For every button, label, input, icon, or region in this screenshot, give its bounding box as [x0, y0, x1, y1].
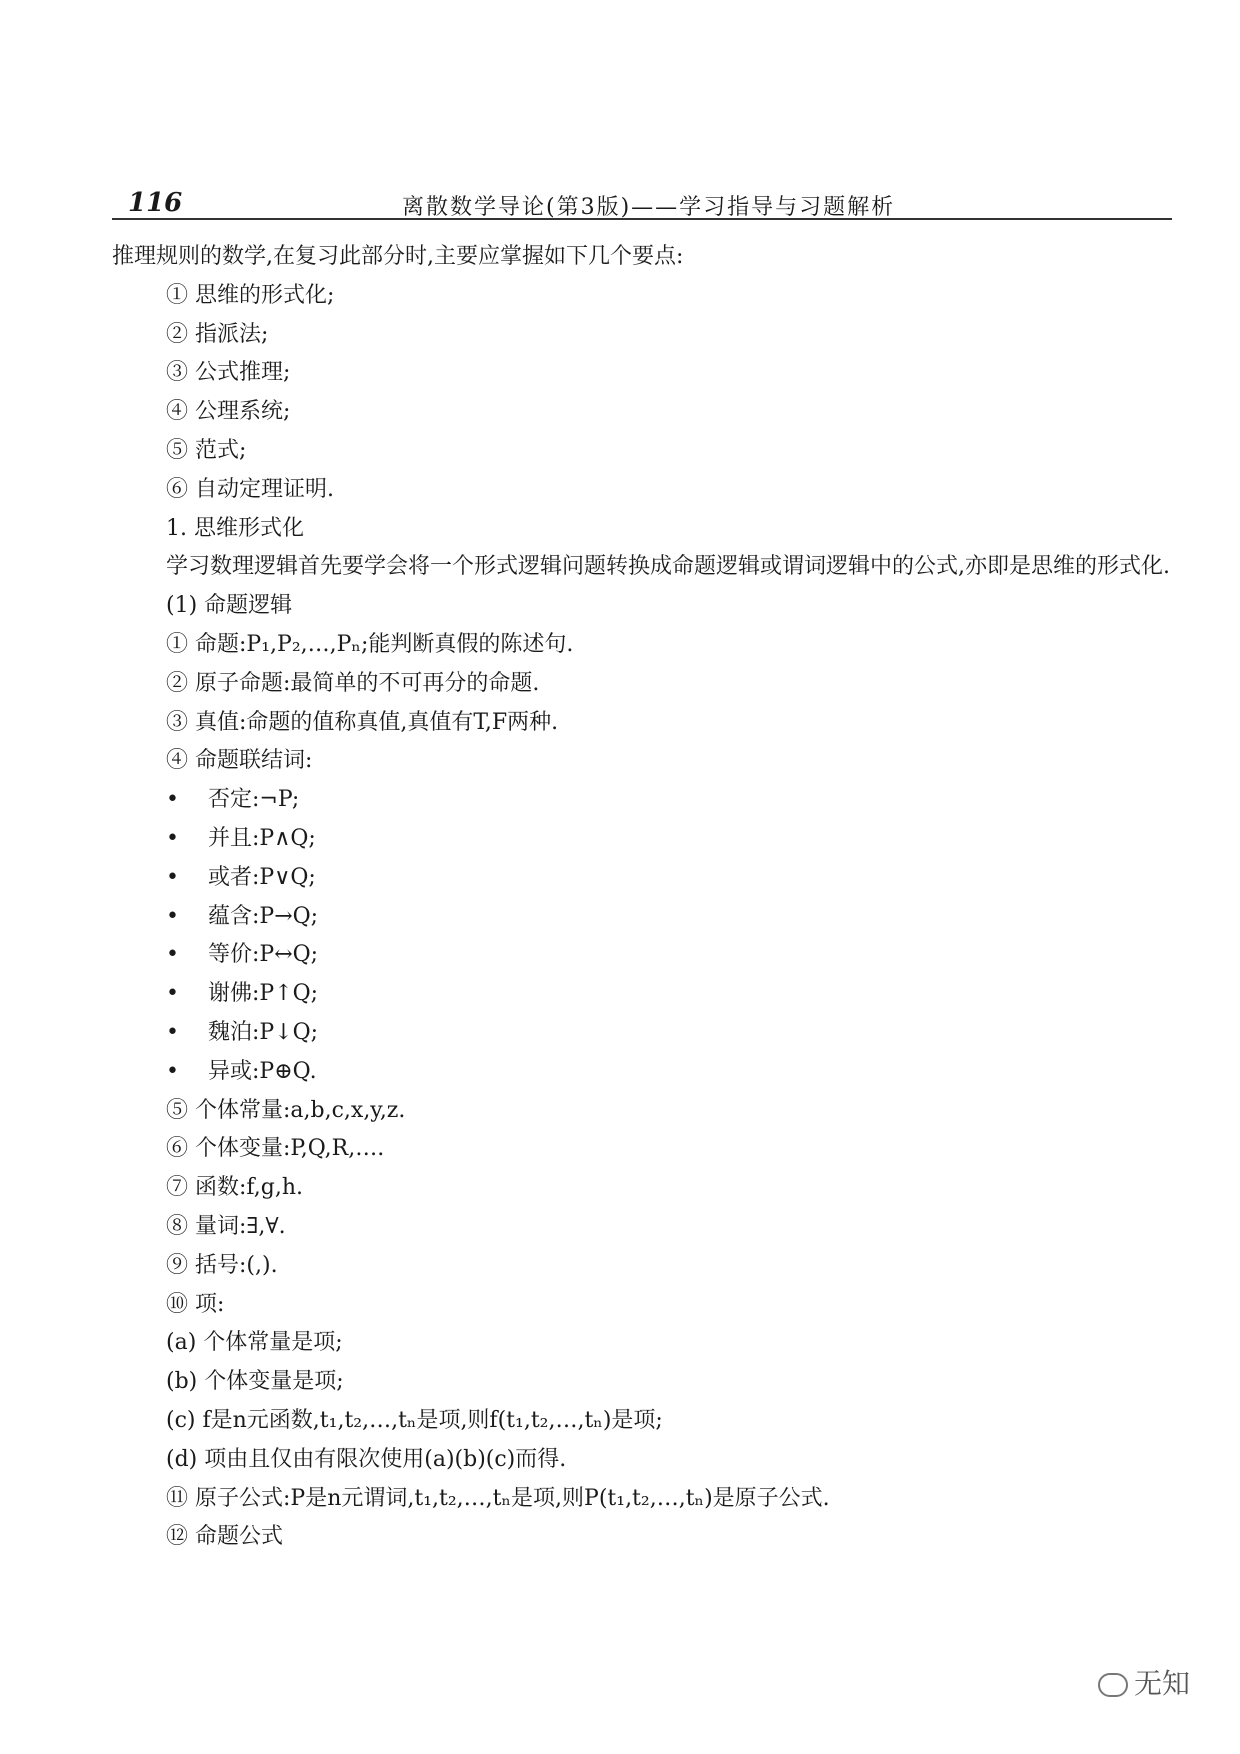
definition: ⑦ 函数:f,g,h. [166, 1175, 303, 1201]
connective-text: 或者:P∨Q; [208, 864, 316, 890]
definition: ④ 命题联结词: [166, 748, 313, 774]
definition: ⑫ 命题公式 [166, 1524, 283, 1550]
connective-item [112, 1014, 1172, 1053]
page-header [112, 180, 1172, 220]
connective-item [112, 898, 1172, 937]
key-point: ④ 公理系统; [166, 399, 291, 425]
bullet-icon: • [166, 903, 179, 929]
bullet-icon: • [166, 825, 179, 851]
intro-line: 推理规则的数学,在复习此部分时,主要应掌握如下几个要点: [112, 244, 684, 269]
connective-item [112, 781, 1172, 820]
term-rule: (a) 个体常量是项; [166, 1330, 343, 1356]
connective-text: 蕴含:P→Q; [208, 903, 319, 929]
connective-text: 异或:P⊕Q. [208, 1058, 317, 1084]
definition: ① 命题:P₁,P₂,…,Pₙ;能判断真假的陈述句. [166, 631, 574, 657]
connective-item [112, 820, 1172, 859]
connective-text: 等价:P↔Q; [208, 942, 319, 968]
connective-item [112, 1053, 1172, 1092]
term-rule: (b) 个体变量是项; [166, 1369, 344, 1395]
watermark-text: 无知 [1134, 1667, 1191, 1700]
subsection-title: (1) 命题逻辑 [166, 593, 293, 619]
header-rule [112, 218, 1172, 220]
watermark [1098, 1662, 1190, 1702]
bullet-icon: • [166, 864, 179, 890]
page-number: 116 [128, 188, 183, 218]
connective-text: 谢佛:P↑Q; [208, 981, 319, 1007]
key-point: ① 思维的形式化; [166, 282, 335, 308]
body-paragraph-text: 学习数理逻辑首先要学会将一个形式逻辑问题转换成命题逻辑或谓词逻辑中的公式,亦即是思维的形式化. [166, 554, 1170, 580]
term-rule: (c) f是n元函数,t₁,t₂,…,tₙ是项,则f(t₁,t₂,…,tₙ)是项; [166, 1407, 663, 1433]
section-title: 1. 思维形式化 [166, 515, 304, 541]
definition: ⑨ 括号:(,). [166, 1252, 278, 1278]
definition: ② 原子命题:最简单的不可再分的命题. [166, 670, 540, 696]
wechat-icon [1098, 1673, 1128, 1697]
bullet-icon: • [166, 1058, 179, 1084]
connective-item [112, 859, 1172, 898]
running-title: 离散数学导论(第3版)——学习指导与习题解析 [402, 195, 896, 220]
key-point: ② 指派法; [166, 321, 269, 347]
definition: ⑩ 项: [166, 1291, 225, 1317]
connective-text: 魏泊:P↓Q; [208, 1019, 319, 1045]
connective-text: 并且:P∧Q; [208, 825, 316, 851]
definition: ⑪ 原子公式:P是n元谓词,t₁,t₂,…,tₙ是项,则P(t₁,t₂,…,tₙ)是原子公式. [166, 1485, 830, 1511]
page-content [112, 238, 1172, 1557]
bullet-icon: • [166, 981, 179, 1007]
body-paragraph [112, 548, 1172, 587]
key-point: ⑥ 自动定理证明. [166, 476, 334, 502]
connective-item [112, 936, 1172, 975]
bullet-icon: • [166, 1019, 179, 1045]
definition: ⑧ 量词:∃,∀. [166, 1213, 286, 1239]
bullet-icon: • [166, 942, 179, 968]
key-point: ③ 公式推理; [166, 360, 291, 386]
definition: ⑤ 个体常量:a,b,c,x,y,z. [166, 1097, 406, 1123]
term-rule: (d) 项由且仅由有限次使用(a)(b)(c)而得. [166, 1446, 567, 1472]
definition: ⑥ 个体变量:P,Q,R,…. [166, 1136, 385, 1162]
definition: ③ 真值:命题的值称真值,真值有T,F两种. [166, 709, 559, 735]
bullet-icon: • [166, 787, 179, 813]
connective-text: 否定:¬P; [208, 787, 300, 813]
connective-item [112, 975, 1172, 1014]
key-point: ⑤ 范式; [166, 437, 247, 463]
